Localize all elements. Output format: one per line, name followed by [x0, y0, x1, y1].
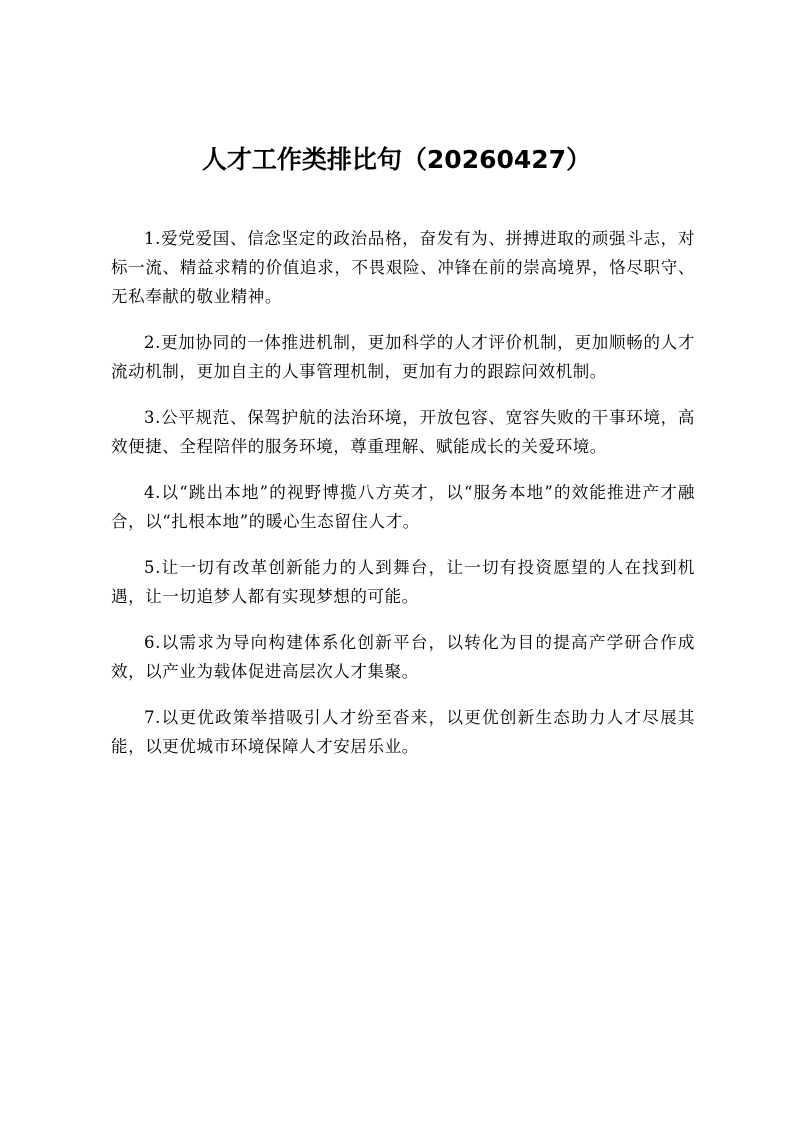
paragraph-6: 6.以需求为导向构建体系化创新平台，以转化为目的提高产学研合作成效，以产业为载体促进高层次人才集聚。: [111, 633, 695, 681]
paragraph-3: 3.公平规范、保驾护航的法治环境，开放包容、宽容失败的干事环境，高效便捷、全程陪伴的服务环境，尊重理解、赋能成长的关爱环境。: [111, 408, 695, 456]
paragraph-7: 7.以更优政策举措吸引人才纷至沓来，以更优创新生态助力人才尽展其能，以更优城市环境保障人才安居乐业。: [111, 708, 695, 756]
paragraph-4: 4.以“跳出本地”的视野博揽八方英才，以“服务本地”的效能推进产才融合，以“扎根本地”的暖心生态留住人才。: [111, 483, 695, 531]
document-title: 人才工作类排比句（20260427）: [201, 145, 592, 174]
paragraph-1: 1.爱党爱国、信念坚定的政治品格，奋发有为、拼搏进取的顽强斗志，对标一流、精益求精的价值追求，不畏艰险、冲锋在前的崇高境界，恪尽职守、无私奉献的敬业精神。: [111, 229, 695, 306]
paragraph-2: 2.更加协同的一体推进机制，更加科学的人才评价机制，更加顺畅的人才流动机制，更加自主的人事管理机制，更加有力的跟踪问效机制。: [111, 333, 695, 381]
paragraph-5: 5.让一切有改革创新能力的人到舞台，让一切有投资愿望的人在找到机遇，让一切追梦人都有实现梦想的可能。: [111, 558, 695, 606]
document-body: [111, 224, 695, 778]
